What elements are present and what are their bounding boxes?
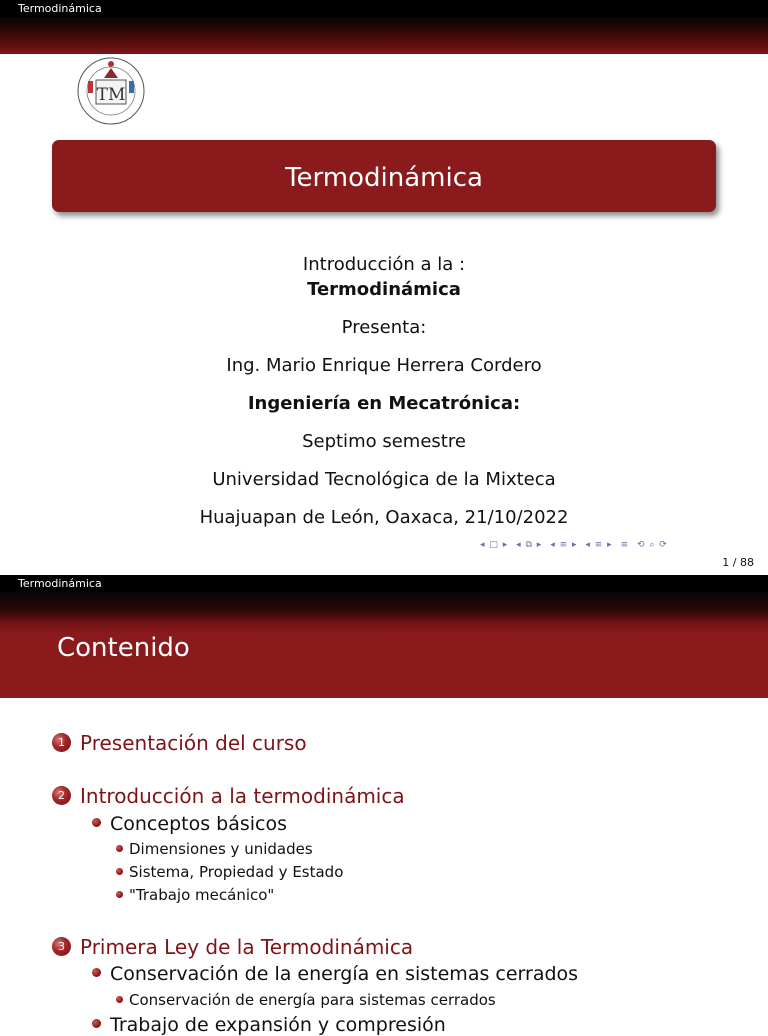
toc-item[interactable]: Dimensiones y unidades (129, 840, 313, 858)
toc-subsection-title[interactable]: Conservación de la energía en sistemas cerrados (110, 963, 579, 985)
bullet-icon (116, 891, 123, 898)
toc-subsubsection[interactable] (116, 840, 313, 858)
presenter-label: Presenta: (341, 317, 427, 338)
header-title: Termodinámica (18, 577, 102, 590)
toc-section[interactable] (52, 784, 405, 808)
beamer-nav-bar (480, 540, 672, 554)
program-name: Ingeniería en Mecatrónica: (247, 393, 521, 414)
intro-text: Introducción a la : (302, 254, 466, 275)
toc-subsection[interactable] (92, 1014, 446, 1036)
author-name: Ing. Mario Enrique Herrera Cordero (226, 355, 542, 376)
header-band (0, 17, 768, 54)
toc-item[interactable]: "Trabajo mecánico" (129, 886, 275, 904)
slide-header (0, 575, 768, 592)
toc-section[interactable] (52, 731, 307, 755)
nav-frame-back-icon[interactable]: ◂ □ ▸ (480, 540, 509, 550)
section-number-badge: 3 (52, 937, 71, 956)
toc-subsubsection[interactable] (116, 991, 496, 1009)
bullet-icon (116, 996, 123, 1003)
toc-item[interactable]: Conservación de energía para sistemas cerrados (129, 991, 496, 1009)
header-title: Termodinámica (18, 2, 102, 15)
page-number: 1 / 88 (722, 556, 754, 569)
toc-section[interactable] (52, 935, 413, 959)
nav-search-icon[interactable]: ⟲ ⌕ ⟳ (637, 540, 668, 550)
toc-subsection[interactable] (92, 813, 287, 835)
toc-section-title[interactable]: Primera Ley de la Termodinámica (80, 935, 414, 959)
nav-outline-icon[interactable]: ◂ ≡ ▸ (585, 540, 613, 550)
bullet-icon (116, 845, 123, 852)
section-number-badge: 2 (52, 786, 71, 805)
contents-slide (0, 575, 768, 1036)
subject-text: Termodinámica (307, 279, 461, 300)
university-seal-icon (72, 54, 150, 130)
nav-appendix-icon[interactable]: ≡ (620, 540, 630, 550)
bullet-icon (92, 968, 101, 977)
toc-subsubsection[interactable] (116, 886, 274, 904)
frame-title: Contenido (57, 633, 190, 663)
toc-item[interactable]: Sistema, Propiedad y Estado (129, 863, 344, 881)
bullet-icon (92, 1019, 101, 1028)
nav-subsection-icon[interactable]: ◂ ⧉ ▸ (516, 540, 543, 550)
university-name: Universidad Tecnológica de la Mixteca (212, 469, 556, 490)
bullet-icon (116, 868, 123, 875)
toc-subsection-title[interactable]: Conceptos básicos (110, 813, 287, 835)
svg-text:TM: TM (96, 85, 126, 105)
place-date: Huajuapan de León, Oaxaca, 21/10/2022 (199, 507, 569, 528)
toc-subsection[interactable] (92, 963, 578, 985)
toc-subsection-title[interactable]: Trabajo de expansión y compresión (110, 1014, 446, 1036)
section-number-badge: 1 (52, 733, 71, 752)
presentation-title: Termodinámica (52, 140, 716, 212)
semester-text: Septimo semestre (302, 431, 466, 452)
toc-subsubsection[interactable] (116, 863, 343, 881)
bullet-icon (92, 818, 101, 827)
slide-header (0, 0, 768, 17)
toc-section-title[interactable]: Presentación del curso (80, 731, 307, 755)
toc-section-title[interactable]: Introducción a la termodinámica (80, 784, 405, 808)
nav-section-icon[interactable]: ◂ ≡ ▸ (550, 540, 578, 550)
